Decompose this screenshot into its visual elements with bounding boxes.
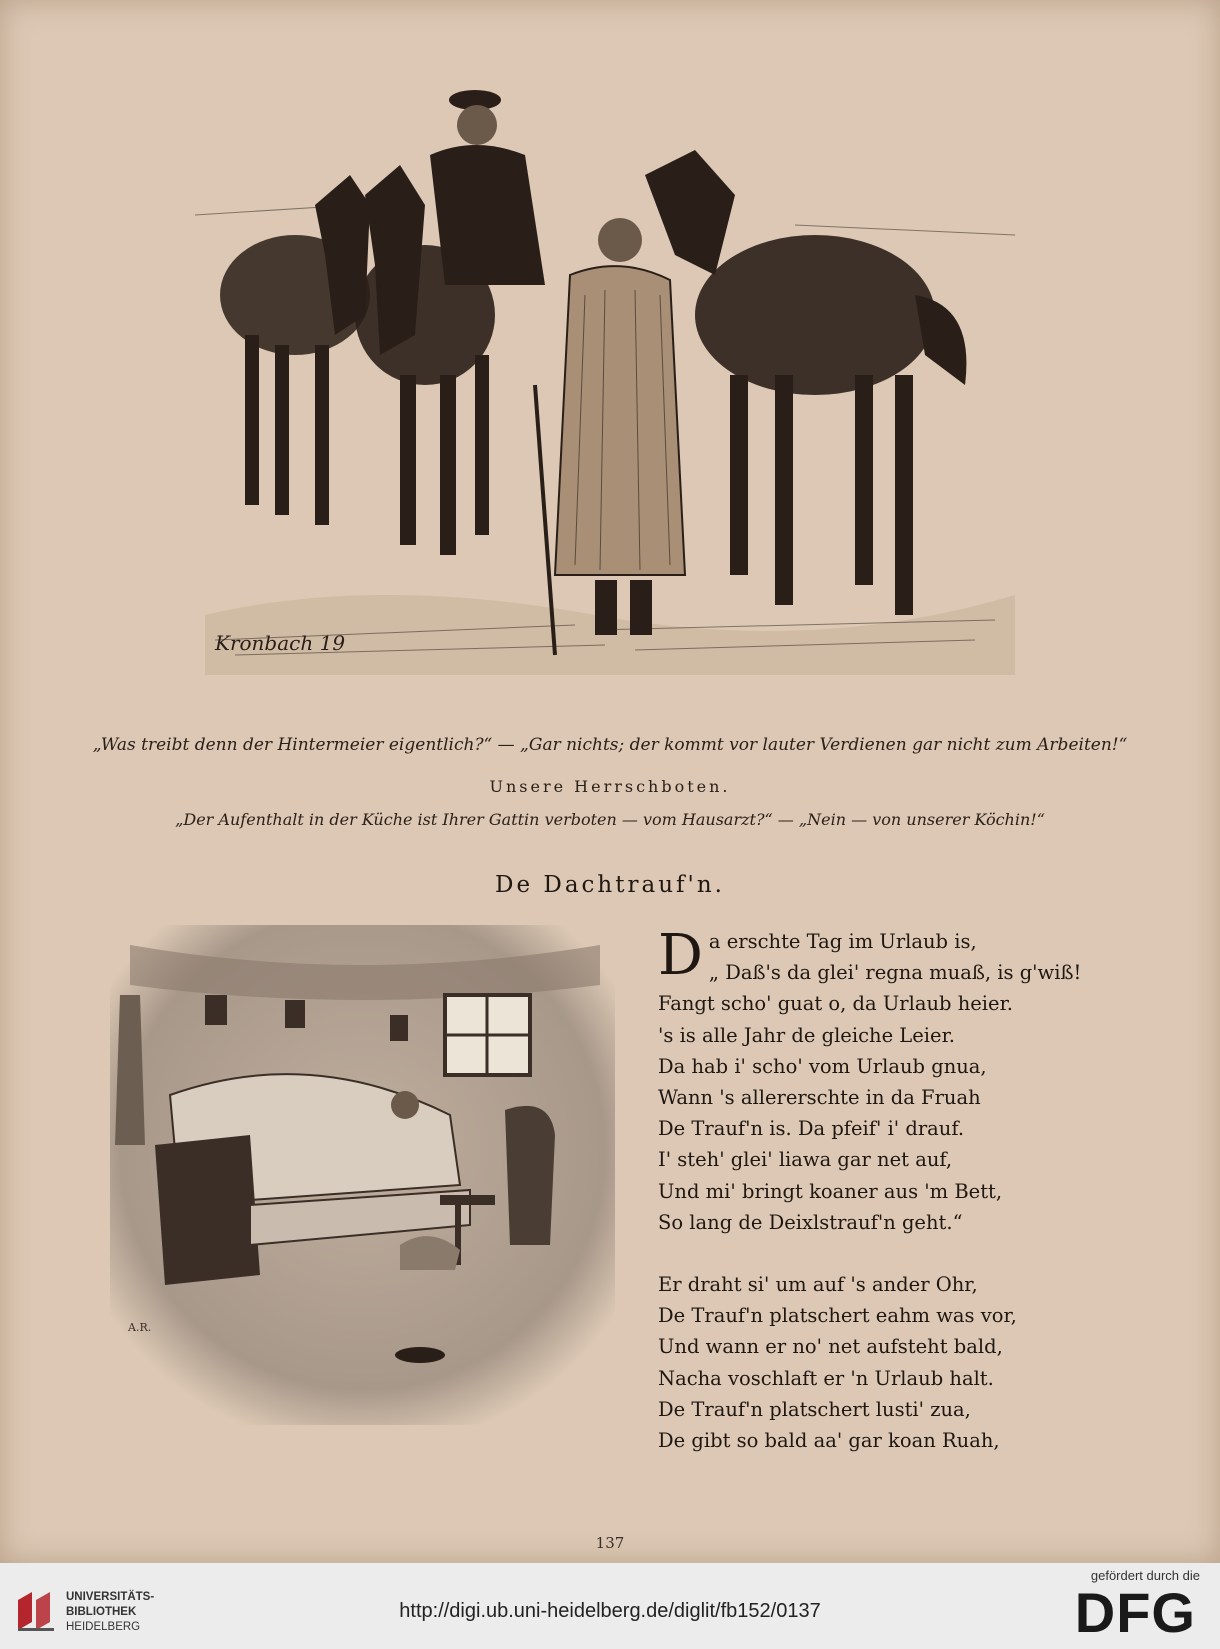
- poem-line: „ Daß's da glei' regna muaß, is g'wiß!: [708, 961, 1082, 985]
- poem-line: Nacha voschlaft er 'n Urlaub halt.: [658, 1366, 994, 1390]
- horses-caption: „Was treibt denn der Hintermeier eigentlich?“ — „Gar nichts; der kommt vor lauter Verdienen gar nicht zum Arbeiten!“: [92, 735, 1128, 755]
- dfg-logo[interactable]: DFG: [1074, 1581, 1196, 1644]
- poem-line: So lang de Deixlstrauf'n geht.“: [658, 1210, 963, 1234]
- funding-caption: gefördert durch die: [1090, 1568, 1200, 1583]
- library-line-2: BIBLIOTHEK: [66, 1606, 137, 1618]
- poem-line: 's is alle Jahr de gleiche Leier.: [658, 1023, 955, 1047]
- poem-line: De Trauf'n platschert eahm was vor,: [658, 1304, 1017, 1328]
- bedroom-illustration: [110, 925, 615, 1425]
- poem-line: I' steh' glei' liawa gar net auf,: [658, 1148, 953, 1172]
- poem-line: Und wann er no' net aufsteht bald,: [658, 1335, 1003, 1359]
- poem-line: Und mi' bringt koaner aus 'm Bett,: [658, 1179, 1003, 1203]
- section-title: Unsere Herrschboten.: [489, 777, 731, 796]
- bed-signature: A.R.: [128, 1321, 152, 1334]
- kitchen-caption: „Der Aufenthalt in der Küche ist Ihrer Gattin verboten — vom Hausarzt?“ — „Nein — von unserer Köchin!“: [175, 810, 1045, 829]
- poem-line: Wann 's allererschte in da Fruah: [658, 1085, 981, 1109]
- horses-illustration: [175, 55, 1025, 715]
- permalink-url[interactable]: http://digi.ub.uni-heidelberg.de/diglit/fb152/0137: [399, 1600, 821, 1622]
- artist-signature: Kronbach 19: [215, 631, 346, 655]
- poem-text: [658, 923, 1082, 1456]
- poem-line: Da hab i' scho' vom Urlaub gnua,: [658, 1054, 987, 1078]
- library-line-1: UNIVERSITÄTS-: [66, 1591, 155, 1603]
- page-number: 137: [595, 1534, 625, 1552]
- poem-line: Fangt scho' guat o, da Urlaub heier.: [658, 992, 1013, 1016]
- poem-line: Er draht si' um auf 's ander Ohr,: [658, 1273, 978, 1297]
- poem-line: De Trauf'n platschert lusti' zua,: [658, 1397, 971, 1421]
- poem-line: a erschte Tag im Urlaub is,: [708, 930, 977, 953]
- poem-title: De Dachtrauf'n.: [495, 872, 725, 898]
- library-line-3: HEIDELBERG: [66, 1621, 141, 1633]
- poem-line: De gibt so bald aa' gar koan Ruah,: [658, 1429, 1000, 1452]
- poem-line: De Trauf'n is. Da pfeif' i' drauf.: [658, 1117, 965, 1141]
- dropcap: D: [658, 923, 703, 988]
